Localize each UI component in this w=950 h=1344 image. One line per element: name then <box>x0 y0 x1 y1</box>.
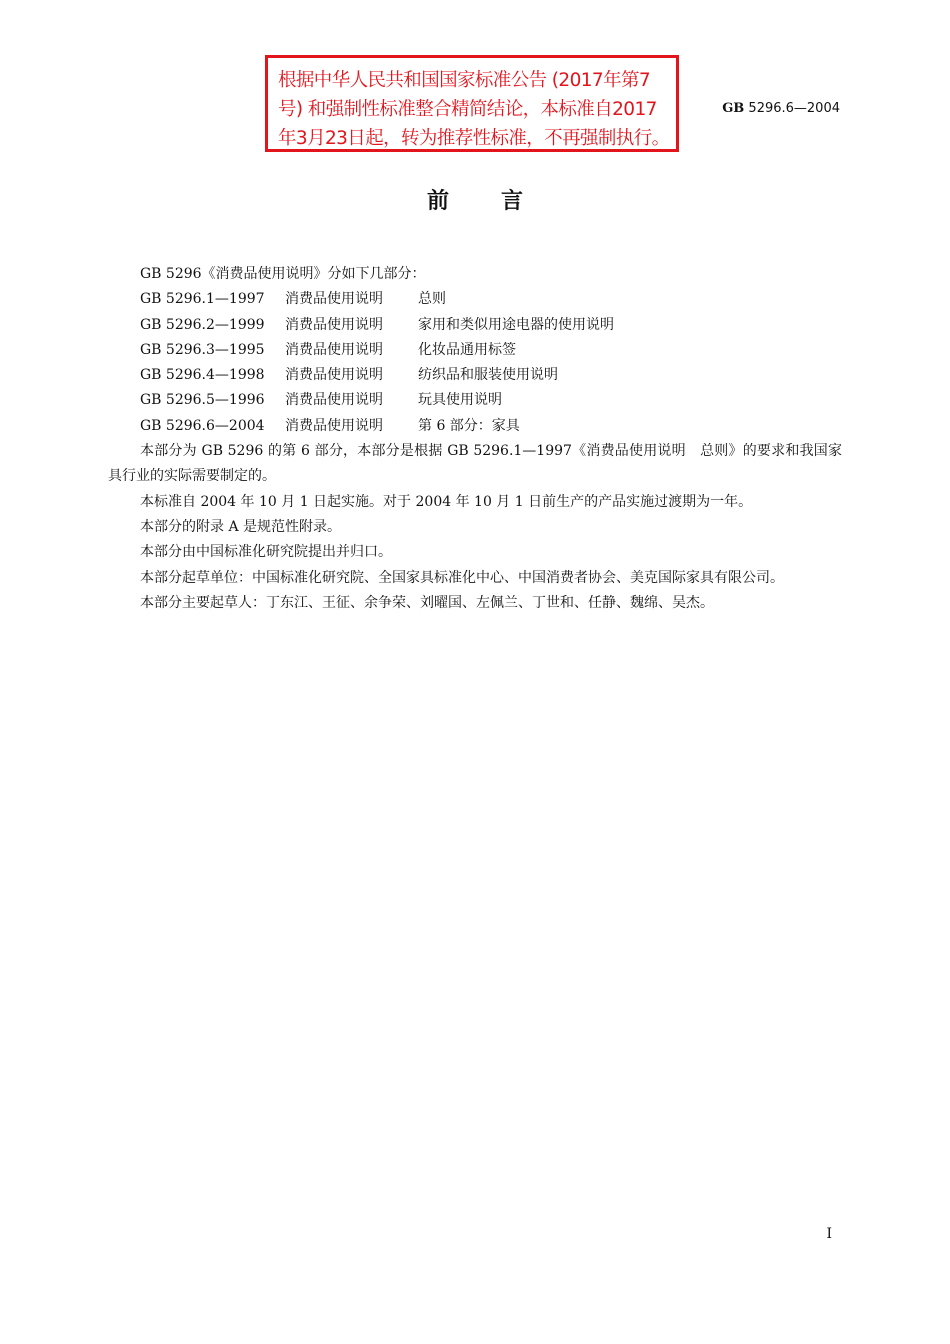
part-code: GB 5296.6—2004 <box>140 417 265 434</box>
drafters-paragraph: 本部分主要起草人：丁东江、王征、余争荣、刘曜国、左佩兰、丁世和、任静、魏绵、吴杰。 <box>140 594 714 611</box>
part-name: 家用和类似用途电器的使用说明 <box>418 316 614 333</box>
compulsory-conversion-notice <box>265 55 679 152</box>
annex-paragraph: 本部分的附录 A 是规范性附录。 <box>140 518 342 535</box>
notice-line: 号) 和强制性标准整合精简结论，本标准自2017 <box>278 99 657 120</box>
part-name: 玩具使用说明 <box>418 392 502 409</box>
part-name: 第 6 部分：家具 <box>418 417 520 434</box>
part-entry <box>108 363 842 388</box>
part-code: GB 5296.3—1995 <box>140 341 265 358</box>
parts-intro: GB 5296《消费品使用说明》分如下几部分： <box>140 266 426 282</box>
part-category: 消费品使用说明 <box>285 367 383 384</box>
part-category: 消费品使用说明 <box>285 291 383 308</box>
part-code: GB 5296.2—1999 <box>140 316 265 333</box>
page-number: I <box>826 1226 832 1242</box>
part-category: 消费品使用说明 <box>285 341 383 358</box>
standard-code-prefix: GB <box>722 101 745 116</box>
part-entry <box>108 287 842 312</box>
implementation-paragraph: 本标准自 2004 年 10 月 1 日起实施。对于 2004 年 10 月 1 日前生产的产品实施过渡期为一年。 <box>140 493 753 510</box>
standard-code <box>722 101 840 116</box>
part-entry <box>108 313 842 338</box>
part-code: GB 5296.4—1998 <box>140 367 265 384</box>
basis-paragraph: 本部分为 GB 5296 的第 6 部分，本部分是根据 GB 5296.1—1997《消费品使用说明 总则》的要求和我国家具行业的实际需要制定的。 <box>108 443 842 485</box>
part-code: GB 5296.5—1996 <box>140 392 265 409</box>
foreword-body <box>108 262 842 616</box>
part-category: 消费品使用说明 <box>285 316 383 333</box>
standard-code-number: 5296.6—2004 <box>748 101 840 116</box>
part-name: 总则 <box>418 291 446 308</box>
drafting-units-paragraph: 本部分起草单位：中国标准化研究院、全国家具标准化中心、中国消费者协会、美克国际家具有限公司。 <box>140 569 784 586</box>
notice-line: 根据中华人民共和国国家标准公告 (2017年第7 <box>278 70 651 91</box>
part-entry <box>108 414 842 439</box>
part-entry <box>108 338 842 363</box>
part-category: 消费品使用说明 <box>285 417 383 434</box>
part-name: 化妆品通用标签 <box>418 341 516 358</box>
part-category: 消费品使用说明 <box>285 392 383 409</box>
part-entry <box>108 388 842 413</box>
notice-line: 年3月23日起，转为推荐性标准，不再强制执行。 <box>278 128 670 149</box>
part-name: 纺织品和服装使用说明 <box>418 367 558 384</box>
page-title: 前言 <box>426 189 575 214</box>
part-code: GB 5296.1—1997 <box>140 291 265 308</box>
proposer-paragraph: 本部分由中国标准化研究院提出并归口。 <box>140 544 392 561</box>
